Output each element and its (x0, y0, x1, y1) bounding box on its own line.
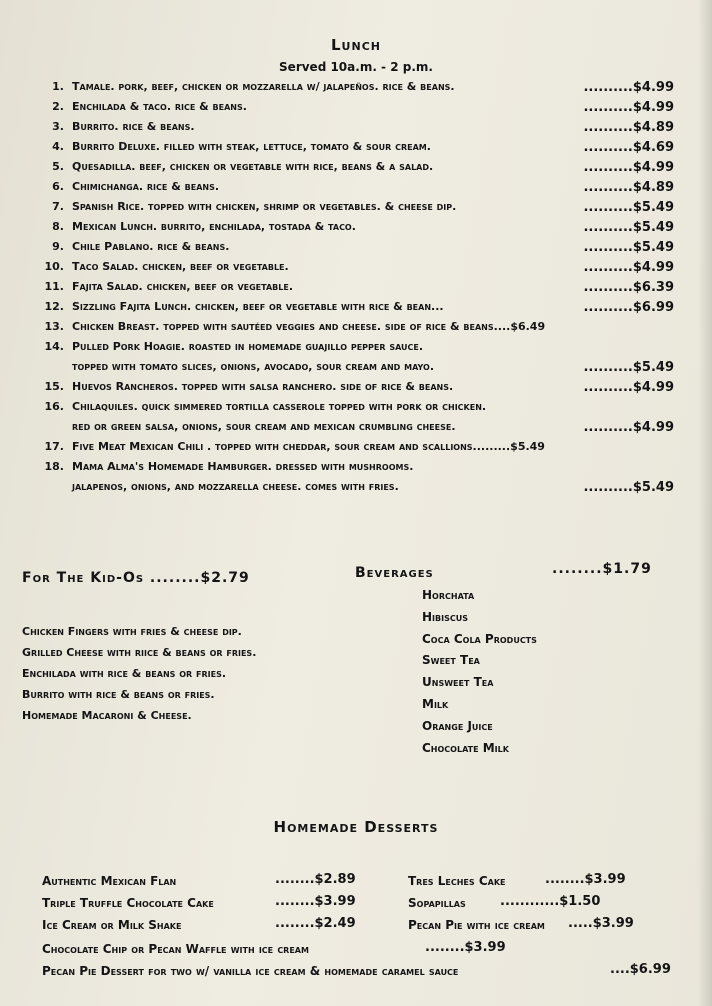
lunch-item-desc: Spanish Rice. topped with chicken, shrimp or vegetables. & cheese dip. (72, 200, 457, 213)
dessert-name: Pecan Pie with ice cream (408, 918, 545, 932)
kids-item: Burrito with rice & beans or fries. (22, 688, 215, 701)
lunch-item-desc: Pulled Pork Hoagie. roasted in homemade guajillo pepper sauce. (72, 340, 424, 353)
dessert-name: Authentic Mexican Flan (42, 874, 177, 888)
dessert-name: Ice Cream or Milk Shake (42, 918, 182, 932)
lunch-item-desc: Mama Alma's Homemade Hamburger. dressed with mushrooms. (72, 460, 414, 473)
lunch-item-price: ..........$6.99 (583, 300, 674, 315)
kids-item: Grilled Cheese with riice & beans or fries. (22, 646, 257, 659)
lunch-item-num: 15. (44, 380, 64, 393)
lunch-item (34, 120, 674, 140)
kids-item: Homemade Macaroni & Cheese. (22, 709, 192, 722)
lunch-item-desc: Burrito. rice & beans. (72, 120, 195, 133)
lunch-item-price: ..........$5.49 (583, 220, 674, 235)
dessert-name: Sopapillas (408, 896, 466, 910)
desserts-title: Homemade Desserts (273, 818, 439, 836)
lunch-item (34, 240, 674, 260)
lunch-item-desc: Quesadilla. beef, chicken or vegetable with rice, beans & a salad. (72, 160, 434, 173)
dessert-price: ........$3.99 (545, 872, 626, 887)
beverage-item: Horchata (422, 588, 475, 602)
kids-section-title (22, 570, 250, 586)
lunch-item-num: 12. (44, 300, 64, 313)
lunch-item-num: 13. (44, 320, 64, 333)
lunch-item-num: 7. (52, 200, 64, 213)
lunch-item-desc: Tamale. pork, beef, chicken or mozzarella w/ jalapeños. rice & beans. (72, 80, 455, 93)
beverage-item: Chocolate Milk (422, 740, 509, 755)
beverage-item: Orange Juice (422, 718, 493, 733)
lunch-item-num: 18. (44, 460, 64, 473)
dessert-price: ....$6.99 (610, 962, 671, 977)
lunch-item-num: 4. (52, 140, 64, 153)
dessert-price: .....$3.99 (568, 916, 634, 931)
lunch-item-num: 16. (44, 400, 64, 413)
kids-item: Chicken Fingers with fries & cheese dip. (22, 625, 242, 638)
lunch-item-num: 2. (52, 100, 64, 113)
lunch-item-desc: Taco Salad. chicken, beef or vegetable. (72, 260, 289, 273)
lunch-item-desc: topped with tomato slices, onions, avocado, sour cream and mayo. (72, 360, 435, 373)
kids-title: For The Kid-Os (22, 570, 145, 586)
lunch-item-desc: Enchilada & taco. rice & beans. (72, 100, 247, 113)
lunch-item-num: 17. (44, 440, 64, 453)
dessert-name: Triple Truffle Chocolate Cake (42, 896, 214, 910)
lunch-item (34, 340, 674, 360)
lunch-item-desc: Chile Pablano. rice & beans. (72, 240, 230, 253)
lunch-list (34, 80, 674, 500)
lunch-item (34, 360, 674, 380)
beverage-item: Unsweet Tea (422, 675, 494, 690)
lunch-item-desc: Chicken Breast. topped with sautéed veggies and cheese. side of rice & beans....$6.49 (72, 320, 546, 333)
lunch-item (34, 140, 674, 160)
lunch-item (34, 200, 674, 220)
lunch-item (34, 440, 674, 460)
page-edge-shadow (698, 0, 712, 1006)
lunch-item-num: 8. (52, 220, 64, 233)
dessert-price: ............$1.50 (500, 894, 601, 909)
lunch-item (34, 380, 674, 400)
beverage-item: Milk (422, 697, 449, 711)
lunch-item-num: 10. (44, 260, 64, 273)
lunch-item-desc: Fajita Salad. chicken, beef or vegetable. (72, 280, 294, 293)
lunch-item (34, 160, 674, 180)
lunch-item (34, 460, 674, 480)
dessert-price: ........$2.49 (275, 916, 356, 931)
lunch-item (34, 220, 674, 240)
dessert-price: ........$3.99 (275, 894, 356, 909)
lunch-item-desc: Sizzling Fajita Lunch. chicken, beef or vegetable with rice & bean... (72, 300, 444, 313)
lunch-item (34, 80, 674, 100)
lunch-item-num: 6. (52, 180, 64, 193)
lunch-item (34, 260, 674, 280)
lunch-item (34, 280, 674, 300)
lunch-item (34, 180, 674, 200)
lunch-item-price: ..........$4.99 (583, 160, 674, 175)
lunch-item-desc: Chimichanga. rice & beans. (72, 180, 220, 193)
lunch-item (34, 400, 674, 420)
lunch-item (34, 420, 674, 440)
lunch-item (34, 300, 674, 320)
lunch-item-num: 11. (44, 280, 64, 293)
beverage-item: Hibiscus (422, 609, 468, 624)
beverage-item: Sweet Tea (422, 653, 480, 668)
lunch-item-price: ..........$4.89 (583, 120, 674, 135)
lunch-item-desc: Mexican Lunch. burrito, enchilada, tostada & taco. (72, 220, 356, 233)
lunch-item-price: ..........$4.99 (583, 420, 674, 435)
lunch-item-desc: red or green salsa, onions, sour cream and mexican crumbling cheese. (72, 420, 456, 433)
lunch-item-price: ..........$4.99 (583, 380, 674, 395)
lunch-item-num: 9. (52, 240, 64, 253)
lunch-item-price: ..........$6.39 (583, 280, 674, 295)
kids-price: ........$2.79 (149, 570, 250, 586)
lunch-item-desc: Chilaquiles. quick simmered tortilla casserole topped with pork or chicken. (72, 400, 487, 413)
lunch-item-price: ..........$5.49 (583, 240, 674, 255)
lunch-item-price: ..........$4.99 (583, 100, 674, 115)
lunch-item-price: ..........$4.69 (583, 140, 674, 155)
lunch-title: Lunch (331, 36, 381, 54)
lunch-item (34, 480, 674, 500)
lunch-item-num: 14. (44, 340, 64, 353)
lunch-item-desc: jalapenos, onions, and mozzarella cheese. comes with fries. (72, 480, 399, 493)
lunch-item-price: ..........$5.49 (583, 480, 674, 495)
beverages-title: Beverages (355, 565, 434, 581)
lunch-item-desc: Burrito Deluxe. filled with steak, lettuce, tomato & sour cream. (72, 140, 431, 153)
dessert-price: ........$2.89 (275, 872, 356, 887)
beverages-price: ........$1.79 (552, 561, 652, 577)
lunch-item-desc: Huevos Rancheros. topped with salsa ranchero. side of rice & beans. (72, 380, 454, 393)
dessert-name: Chocolate Chip or Pecan Waffle with ice cream (42, 942, 309, 956)
dessert-name: Tres Leches Cake (408, 874, 506, 888)
lunch-item-num: 1. (52, 80, 64, 93)
lunch-item-desc: Five Meat Mexican Chili . topped with cheddar, sour cream and scallions.........$5.49 (72, 440, 545, 453)
lunch-item-num: 3. (52, 120, 64, 133)
dessert-price: ........$3.99 (425, 940, 506, 955)
lunch-item-num: 5. (52, 160, 64, 173)
lunch-item-price: ..........$4.99 (583, 80, 674, 95)
lunch-item (34, 100, 674, 120)
kids-item: Enchilada with rice & beans or fries. (22, 667, 227, 680)
lunch-item (34, 320, 674, 340)
lunch-item-price: ..........$5.49 (583, 360, 674, 375)
lunch-item-price: ..........$5.49 (583, 200, 674, 215)
lunch-item-price: ..........$4.99 (583, 260, 674, 275)
dessert-name: Pecan Pie Dessert for two w/ vanilla ice cream & homemade caramel sauce (42, 964, 459, 978)
lunch-hours: Served 10a.m. - 2 p.m. (279, 60, 433, 74)
lunch-item-price: ..........$4.89 (583, 180, 674, 195)
beverage-item: Coca Cola Products (422, 631, 537, 646)
